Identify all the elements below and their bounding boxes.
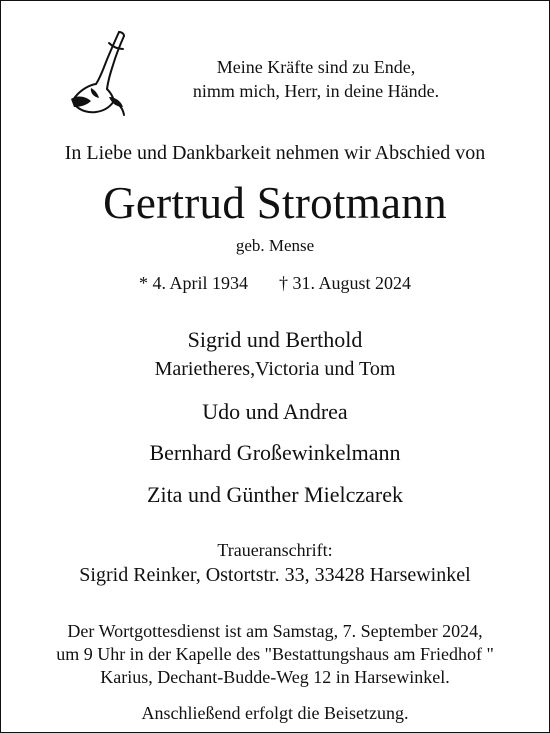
service-line-1: Der Wortgottesdienst ist am Samstag, 7. September 2024,	[67, 621, 483, 641]
service-line-3: Karius, Dechant-Budde-Weg 12 in Harsewinkel.	[100, 667, 450, 687]
death-date: † 31. August 2024	[279, 273, 412, 293]
intro-text: In Liebe und Dankbarkeit nehmen wir Abschied von	[64, 142, 486, 164]
mourner-line-3: Udo und Andrea	[202, 399, 348, 424]
address-label: Traueranschrift:	[217, 540, 333, 560]
address-value: Sigrid Reinker, Ostortstr. 33, 33428 Harsewinkel	[79, 564, 471, 586]
service-line-4: Anschließend erfolgt die Beisetzung.	[141, 703, 409, 723]
service-line-2: um 9 Uhr in der Kapelle des "Bestattungshaus am Friedhof "	[56, 644, 494, 664]
praying-hands-icon	[61, 27, 153, 119]
life-dates	[1, 273, 549, 294]
birth-name: geb. Mense	[235, 236, 315, 255]
deceased-name: Gertrud Strotmann	[103, 178, 447, 228]
birth-date: * 4. April 1934	[138, 273, 248, 293]
verse-line-2: nimm mich, Herr, in deine Hände.	[192, 81, 440, 101]
mourner-line-5: Zita und Günther Mielczarek	[147, 482, 403, 507]
mourner-line-2: Marietheres,Victoria und Tom	[154, 358, 396, 380]
mourner-line-4: Bernhard Großewinkelmann	[149, 440, 401, 465]
verse-line-1: Meine Kräfte sind zu Ende,	[216, 57, 416, 77]
mourner-line-1: Sigrid und Berthold	[187, 327, 363, 352]
